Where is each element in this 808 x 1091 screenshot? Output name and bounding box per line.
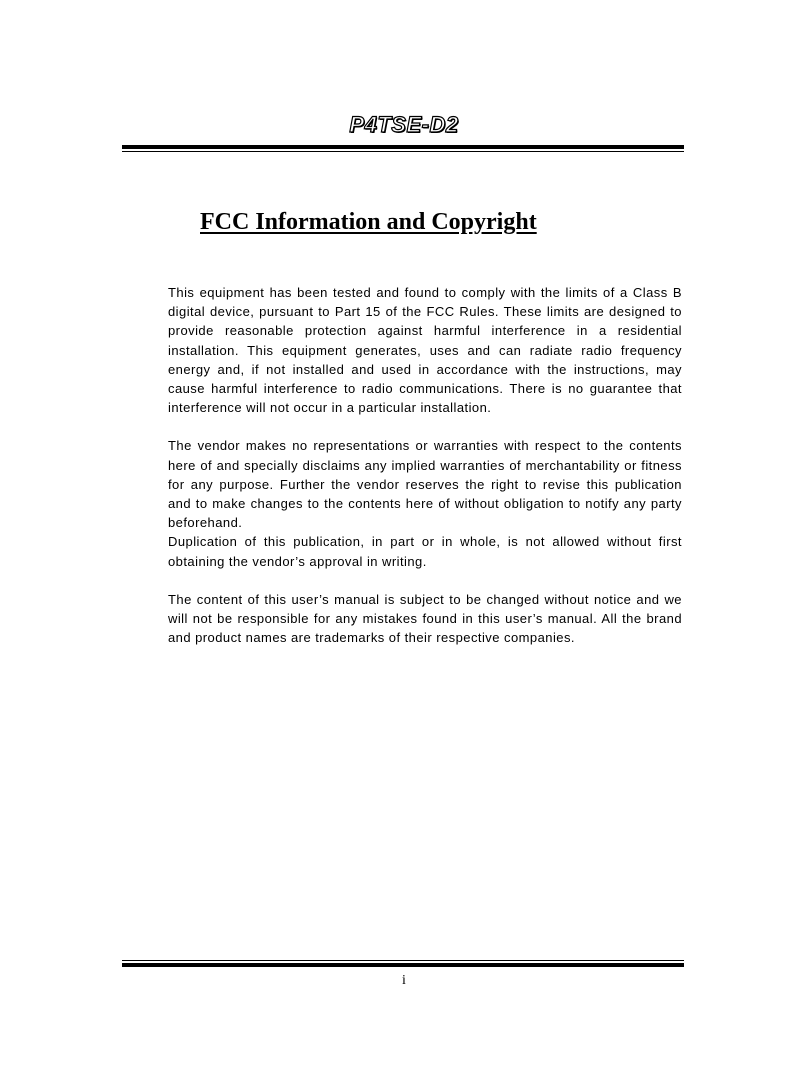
- paragraph-warranty-disclaimer: The vendor makes no representations or warranties with respect to the contents here of and specially disclaims any implied warranties of merchantability or fitness for any purpose. Further the vendor reserves the right to revise this publication and to make changes to the contents here of without obligation to notify any party beforehand.: [168, 438, 682, 531]
- paragraph-trademarks: The content of this user’s manual is subject to be changed without notice and we will not be responsible for any mistakes found in this user’s manual. All the brand and product names are trademarks of their respective companies.: [168, 591, 682, 646]
- footer-rule-thin: [122, 960, 684, 961]
- header-rule-thick: [122, 145, 684, 149]
- page-number: i: [402, 973, 406, 988]
- section-heading: FCC Information and Copyright: [200, 209, 537, 235]
- document-header-title: P4TSE-D2: [349, 112, 459, 137]
- footer-rule-thick: [122, 963, 684, 967]
- paragraph-fcc-compliance: This equipment has been tested and found to comply with the limits of a Class B digital device, pursuant to Part 15 of the FCC Rules. These limits are designed to provide reasonable protection against harmful interference in a residential installation. This equipment generates, uses and can radiate radio frequency energy and, if not installed and used in accordance with the instructions, may cause harmful interference to radio communications. There is no guarantee that interference will not occur in a particular installation.: [168, 285, 682, 416]
- header-rule-thin: [122, 151, 684, 152]
- paragraph-duplication-notice: Duplication of this publication, in part or in whole, is not allowed without first obtaining the vendor’s approval in writing.: [168, 534, 682, 569]
- body-text: [168, 283, 682, 666]
